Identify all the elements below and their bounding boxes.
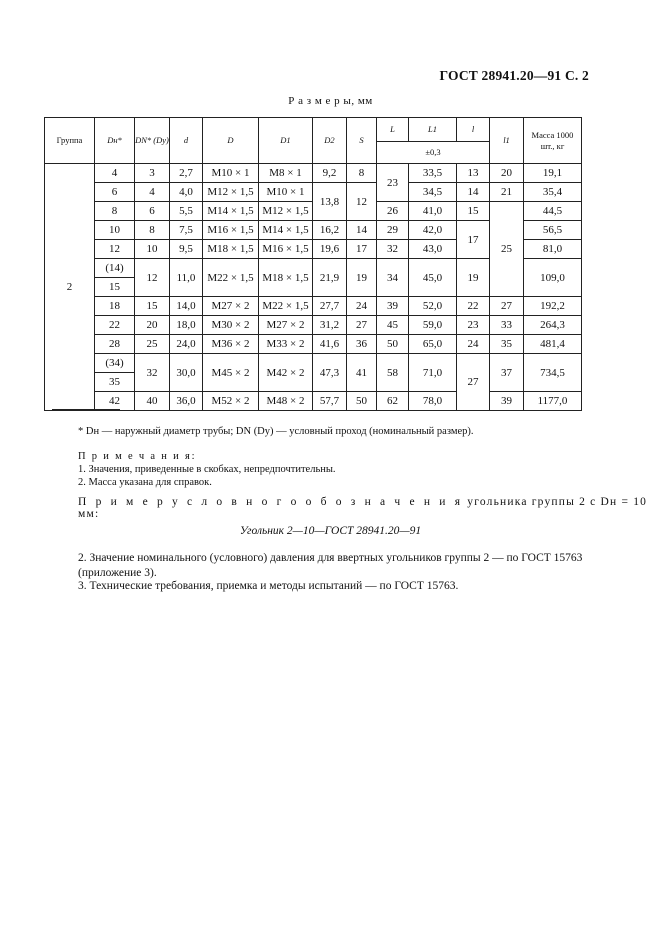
table-cell: M27 × 2 <box>203 297 259 316</box>
table-cell: 13,8 <box>313 183 347 221</box>
table-cell: 15 <box>135 297 170 316</box>
col-header-mass: Масса 1000 шт., кг <box>524 118 582 164</box>
table-cell: 16,2 <box>313 221 347 240</box>
table-cell: 20 <box>135 316 170 335</box>
table-cell: M52 × 2 <box>203 392 259 411</box>
table-cell: 4 <box>95 164 135 183</box>
table-cell: M48 × 2 <box>259 392 313 411</box>
footnote: * Dн — наружный диаметр трубы; DN (Dу) — условный проход (номинальный размер). <box>78 426 474 437</box>
table-cell: 29 <box>377 221 409 240</box>
table-cell: 27,7 <box>313 297 347 316</box>
table-cell: 71,0 <box>409 354 457 392</box>
table-cell: 15 <box>95 278 135 297</box>
table-cell: M8 × 1 <box>259 164 313 183</box>
table-cell: 57,7 <box>313 392 347 411</box>
table-cell: 27 <box>347 316 377 335</box>
table-cell: M10 × 1 <box>259 183 313 202</box>
table-cell: 41,0 <box>409 202 457 221</box>
table-cell: 14,0 <box>170 297 203 316</box>
table-cell: 32 <box>377 240 409 259</box>
table-cell: 17 <box>457 221 490 259</box>
table-cell: 39 <box>377 297 409 316</box>
table-cell: 44,5 <box>524 202 582 221</box>
table-cell: M12 × 1,5 <box>259 202 313 221</box>
notes-title: П р и м е ч а н и я: <box>78 451 197 462</box>
table-cell: M42 × 2 <box>259 354 313 392</box>
table-caption: Р а з м е р ы, мм <box>288 95 373 107</box>
table-cell: 1177,0 <box>524 392 582 411</box>
table-cell: 8 <box>95 202 135 221</box>
table-cell: 2,7 <box>170 164 203 183</box>
table-cell: 27 <box>457 354 490 411</box>
group-cell: 2 <box>45 164 95 411</box>
table-cell: 192,2 <box>524 297 582 316</box>
table-cell: 9,2 <box>313 164 347 183</box>
col-header-dn-y: DN* (Dу) <box>135 118 170 164</box>
table-cell: 23 <box>457 316 490 335</box>
table-cell: 28 <box>95 335 135 354</box>
table-cell: M22 × 1,5 <box>203 259 259 297</box>
paragraph: 3. Технические требования, приемка и методы испытаний — по ГОСТ 15763. <box>78 580 459 592</box>
table-cell: 23 <box>377 164 409 202</box>
table-cell: 27 <box>490 297 524 316</box>
table-cell: 8 <box>135 221 170 240</box>
table-cell: 36,0 <box>170 392 203 411</box>
table-cell: M36 × 2 <box>203 335 259 354</box>
table-cell: 45 <box>377 316 409 335</box>
col-header-S: S <box>347 118 377 164</box>
table-cell: 32 <box>135 354 170 392</box>
example-line <box>78 496 661 520</box>
col-header-L1: L1 <box>409 118 457 142</box>
table-cell: 3 <box>135 164 170 183</box>
table-cell: 14 <box>347 221 377 240</box>
designation: Угольник 2—10—ГОСТ 28941.20—91 <box>239 525 422 537</box>
table-cell: 56,5 <box>524 221 582 240</box>
table-cell: 10 <box>135 240 170 259</box>
table-cell: 12 <box>347 183 377 221</box>
table-cell: 481,4 <box>524 335 582 354</box>
table-cell: 36 <box>347 335 377 354</box>
footnote-rule <box>52 409 120 410</box>
table-cell: 24 <box>347 297 377 316</box>
table-cell: 25 <box>490 202 524 297</box>
table-cell: 21 <box>490 183 524 202</box>
table-cell: M45 × 2 <box>203 354 259 392</box>
table-cell: 39 <box>490 392 524 411</box>
table-cell: 47,3 <box>313 354 347 392</box>
table-cell: 65,0 <box>409 335 457 354</box>
table-cell: 15 <box>457 202 490 221</box>
table-cell: M22 × 1,5 <box>259 297 313 316</box>
table-cell: 4 <box>135 183 170 202</box>
table-cell: 22 <box>95 316 135 335</box>
table-cell: M18 × 1,5 <box>203 240 259 259</box>
table-cell: 12 <box>95 240 135 259</box>
table-cell: 4,0 <box>170 183 203 202</box>
table-cell: 12 <box>135 259 170 297</box>
table-cell: 81,0 <box>524 240 582 259</box>
table-cell: 19,1 <box>524 164 582 183</box>
table-cell: 10 <box>95 221 135 240</box>
table-cell: M27 × 2 <box>259 316 313 335</box>
table-cell: 13 <box>457 164 490 183</box>
table-cell: 59,0 <box>409 316 457 335</box>
col-header-D2: D2 <box>313 118 347 164</box>
table-cell: 25 <box>135 335 170 354</box>
col-header-D1: D1 <box>259 118 313 164</box>
table-cell: 41 <box>347 354 377 392</box>
table-cell: 45,0 <box>409 259 457 297</box>
col-header-l1: l1 <box>490 118 524 164</box>
table-cell: 33 <box>490 316 524 335</box>
table-cell: 19,6 <box>313 240 347 259</box>
table-cell: M18 × 1,5 <box>259 259 313 297</box>
dimensions-table <box>44 117 582 411</box>
table-cell: 11,0 <box>170 259 203 297</box>
table-cell: M16 × 1,5 <box>259 240 313 259</box>
paragraph: 2. Значение номинального (условного) давления для ввертных угольников группы 2 — по ГОСТ 15763 (приложение 3). <box>78 552 583 579</box>
table-cell: 17 <box>347 240 377 259</box>
table-cell: 35 <box>95 373 135 392</box>
table-cell: M14 × 1,5 <box>203 202 259 221</box>
note-item: 2. Масса указана для справок. <box>78 477 212 488</box>
table-cell: 19 <box>347 259 377 297</box>
col-header-d: d <box>170 118 203 164</box>
table-cell: 41,6 <box>313 335 347 354</box>
table-cell: 8 <box>347 164 377 183</box>
table-cell: M30 × 2 <box>203 316 259 335</box>
table-cell: 42 <box>95 392 135 411</box>
table-cell: 34 <box>377 259 409 297</box>
table-cell: M12 × 1,5 <box>203 183 259 202</box>
table-cell: 30,0 <box>170 354 203 392</box>
table-cell: 264,3 <box>524 316 582 335</box>
table-cell: 50 <box>377 335 409 354</box>
col-header-tolerance: ±0,3 <box>377 142 490 164</box>
table-cell: 37 <box>490 354 524 392</box>
table-cell: 34,5 <box>409 183 457 202</box>
table-cell: 18,0 <box>170 316 203 335</box>
table-cell: 26 <box>377 202 409 221</box>
table-cell: 19 <box>457 259 490 297</box>
col-header-l: l <box>457 118 490 142</box>
note-item: 1. Значения, приведенные в скобках, непредпочтительны. <box>78 464 336 475</box>
table-cell: M10 × 1 <box>203 164 259 183</box>
table-cell: 20 <box>490 164 524 183</box>
table-cell: 109,0 <box>524 259 582 297</box>
table-cell: 78,0 <box>409 392 457 411</box>
table-cell: 31,2 <box>313 316 347 335</box>
table-cell: 9,5 <box>170 240 203 259</box>
table-cell: M14 × 1,5 <box>259 221 313 240</box>
table-cell: 22 <box>457 297 490 316</box>
table-cell: 18 <box>95 297 135 316</box>
table-cell: 50 <box>347 392 377 411</box>
table-cell: 14 <box>457 183 490 202</box>
table-cell: 24 <box>457 335 490 354</box>
table-cell: 33,5 <box>409 164 457 183</box>
table-cell: 21,9 <box>313 259 347 297</box>
table-cell: 35 <box>490 335 524 354</box>
table-cell: 58 <box>377 354 409 392</box>
col-header-D: D <box>203 118 259 164</box>
table-cell: 24,0 <box>170 335 203 354</box>
page-header: ГОСТ 28941.20—91 С. 2 <box>439 68 589 83</box>
table-cell: 6 <box>135 202 170 221</box>
col-header-dn-out: Dн* <box>95 118 135 164</box>
example-rest: угольника группы 2 с Dн = 10 мм: <box>78 496 648 520</box>
table-cell: 35,4 <box>524 183 582 202</box>
table-cell: M16 × 1,5 <box>203 221 259 240</box>
table-cell: 7,5 <box>170 221 203 240</box>
table-cell: (34) <box>95 354 135 373</box>
table-cell: M33 × 2 <box>259 335 313 354</box>
table-cell: 42,0 <box>409 221 457 240</box>
table-cell: 52,0 <box>409 297 457 316</box>
example-lead: П р и м е р у с л о в н о г о о б о з н а ч е н и я <box>78 496 464 508</box>
table-cell: (14) <box>95 259 135 278</box>
col-header-group: Группа <box>45 118 95 164</box>
table-cell: 62 <box>377 392 409 411</box>
table-cell: 5,5 <box>170 202 203 221</box>
table-cell: 43,0 <box>409 240 457 259</box>
table-cell: 734,5 <box>524 354 582 392</box>
table-cell: 6 <box>95 183 135 202</box>
col-header-L: L <box>377 118 409 142</box>
table-cell: 40 <box>135 392 170 411</box>
